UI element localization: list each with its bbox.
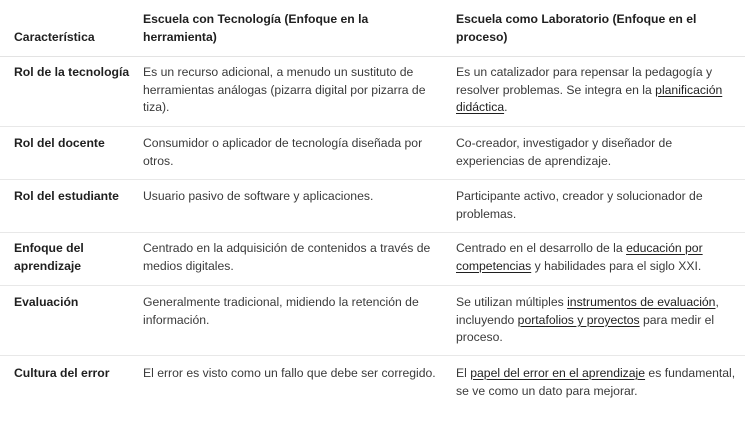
tech-school-cell: El error es visto como un fallo que debe ser corregido. [143, 366, 436, 380]
lab-school-cell [456, 64, 741, 117]
header-tech-school: Escuela con Tecnología (Enfoque en la herramienta) [143, 12, 369, 44]
inline-link[interactable]: instrumentos de evaluación [567, 295, 716, 309]
table-row [0, 57, 745, 127]
lab-school-cell [456, 135, 741, 170]
table-row [0, 180, 745, 233]
row-label: Rol del docente [14, 136, 105, 150]
inline-link[interactable]: papel del error en el aprendizaje [470, 366, 646, 380]
row-label: Rol del estudiante [14, 189, 119, 203]
inline-link[interactable]: educación por competencias [456, 241, 703, 273]
table-row [0, 286, 745, 356]
cell-text: Es un catalizador para repensar la pedagogía y resolver problemas. Se integra en la [456, 65, 713, 97]
row-label: Cultura del error [14, 366, 110, 380]
inline-link[interactable]: portafolios y proyectos [517, 312, 640, 327]
cell-text: Se utilizan múltiples [456, 295, 568, 309]
row-label: Evaluación [14, 295, 79, 309]
cell-text: es fundamental, se ve como un dato para mejorar. [456, 366, 736, 398]
lab-school-cell [456, 188, 741, 223]
table-row [0, 127, 745, 180]
tech-school-cell: Generalmente tradicional, midiendo la retención de información. [143, 295, 419, 327]
cell-text: , incluyendo [456, 295, 719, 327]
tech-school-cell: Es un recurso adicional, a menudo un sustituto de herramientas análogas (pizarra digital por pizarra de tiza). [143, 65, 426, 114]
tech-school-cell: Centrado en la adquisición de contenidos a través de medios digitales. [143, 241, 431, 273]
cell-text: para medir el proceso. [456, 312, 715, 344]
lab-school-cell [456, 294, 741, 347]
lab-school-cell [456, 365, 741, 400]
tech-school-cell: Usuario pasivo de software y aplicaciones. [143, 189, 374, 203]
cell-text: Centrado en el desarrollo de la [456, 241, 627, 255]
lab-school-cell [456, 240, 741, 275]
cell-text: y habilidades para el siglo XXI. [531, 258, 702, 273]
cell-text: El [456, 366, 471, 380]
header-characteristic: Característica [14, 30, 95, 44]
table-row [0, 356, 745, 423]
cell-text: Participante activo, creador y solucionador de problemas. [456, 189, 703, 221]
table-header-row [0, 0, 745, 57]
table-row [0, 233, 745, 286]
cell-text: . [504, 100, 508, 114]
inline-link[interactable]: planificación didáctica [456, 82, 723, 114]
row-label: Enfoque del aprendizaje [14, 241, 84, 273]
cell-text: Co-creador, investigador y diseñador de experiencias de aprendizaje. [456, 136, 673, 168]
header-lab-school: Escuela como Laboratorio (Enfoque en el proceso) [456, 12, 697, 44]
row-label: Rol de la tecnología [14, 65, 130, 79]
tech-school-cell: Consumidor o aplicador de tecnología diseñada por otros. [143, 136, 423, 168]
